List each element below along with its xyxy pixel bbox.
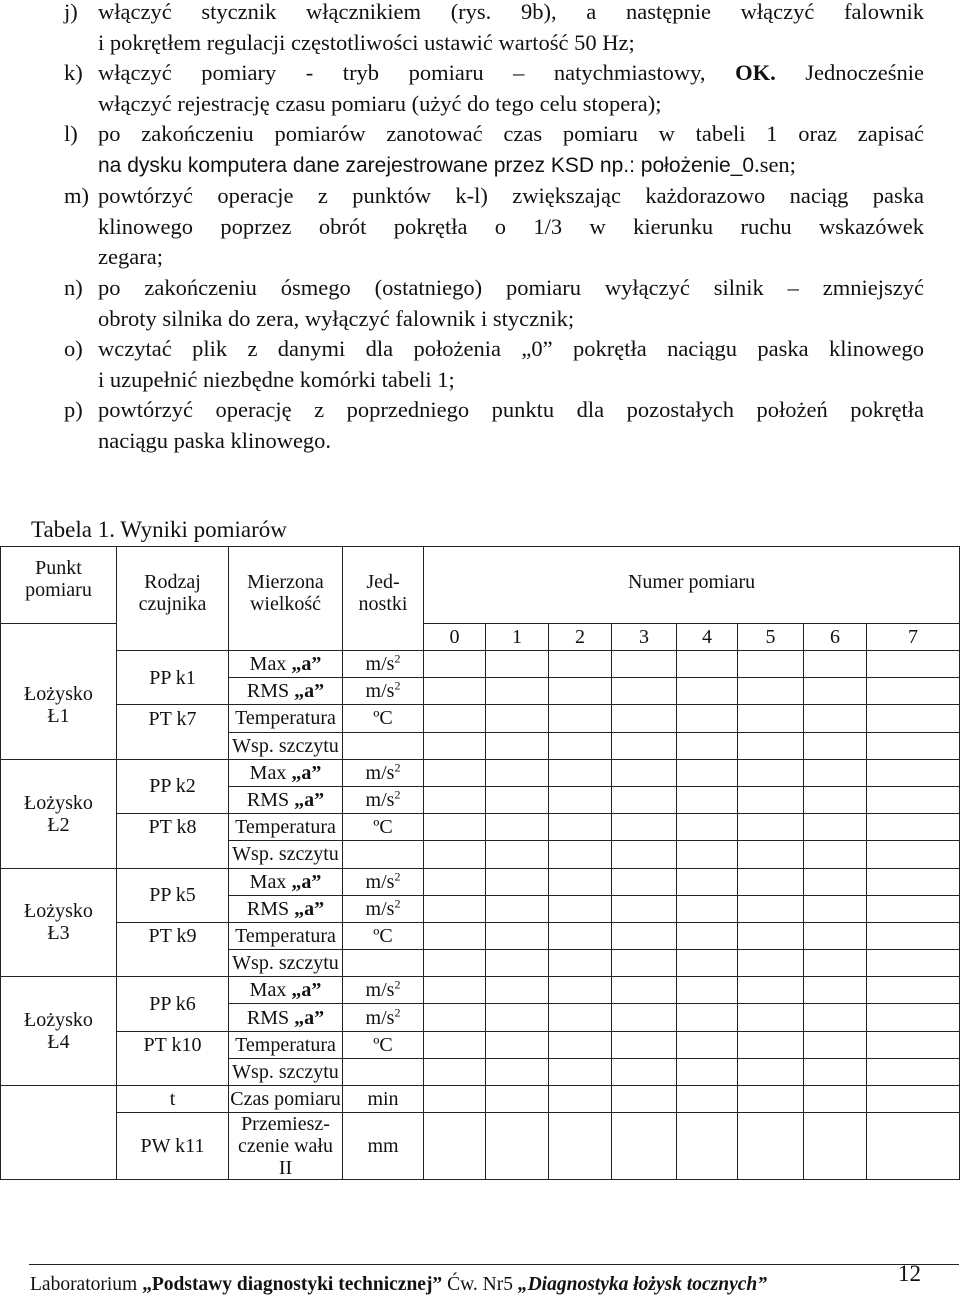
measurement-number: 1 bbox=[486, 624, 549, 651]
unit-displacement: mm bbox=[343, 1113, 424, 1180]
measurement-number: 3 bbox=[612, 624, 677, 651]
table-row bbox=[1, 977, 960, 1004]
value-cell bbox=[486, 651, 549, 678]
value-cell bbox=[738, 1058, 804, 1085]
value-cell bbox=[549, 922, 612, 949]
step-marker: o) bbox=[64, 336, 83, 361]
quantity-displacement: Przemiesz- czenie wału II bbox=[229, 1113, 343, 1180]
value-cell bbox=[738, 1113, 804, 1180]
table-row bbox=[1, 732, 960, 759]
unit-time: min bbox=[343, 1086, 424, 1113]
value-cell bbox=[612, 977, 677, 1004]
value-cell bbox=[424, 895, 486, 922]
value-cell bbox=[738, 922, 804, 949]
step-line: i uzupełnić niezbędne komórki tabeli 1; bbox=[98, 366, 455, 392]
step-line: wczytać plik z danymi dla położenia „0” pokrętła naciągu paska klinowego bbox=[98, 336, 924, 361]
value-cell bbox=[804, 950, 867, 977]
value-cell bbox=[424, 705, 486, 732]
value-cell bbox=[804, 841, 867, 868]
step-line: na dysku komputera dane zarejestrowane przez KSD np.: położenie_0.sen; bbox=[98, 151, 796, 177]
value-cell bbox=[738, 651, 804, 678]
step-line: po zakończeniu ósmego (ostatniego) pomiaru wyłączyć silnik – zmniejszyć bbox=[98, 275, 924, 300]
step-line: włączyć stycznik włącznikiem (rys. 9b), a następnie włączyć falownik bbox=[98, 0, 924, 24]
course-name: „Podstawy diagnostyki technicznej” bbox=[142, 1274, 443, 1295]
value-cell bbox=[738, 705, 804, 732]
value-cell bbox=[738, 977, 804, 1004]
value-cell bbox=[424, 651, 486, 678]
value-cell bbox=[486, 1113, 549, 1180]
step-line: powtórzyć operację z poprzedniego punktu dla pozostałych położeń pokrętła bbox=[98, 397, 924, 422]
step-l bbox=[64, 119, 924, 180]
value-cell bbox=[612, 759, 677, 786]
value-cell bbox=[549, 950, 612, 977]
table-row bbox=[1, 1113, 960, 1180]
value-cell bbox=[867, 732, 960, 759]
value-cell bbox=[612, 1004, 677, 1031]
file-name-text: na dysku komputera dane zarejestrowane przez KSD np.: położenie_0 bbox=[98, 153, 755, 177]
bearing-point: Łożysko Ł3 bbox=[1, 868, 117, 977]
value-cell bbox=[677, 1031, 738, 1058]
value-cell bbox=[424, 1058, 486, 1085]
bearing-point: Łożysko Ł2 bbox=[1, 759, 117, 868]
step-n bbox=[64, 273, 924, 334]
value-cell bbox=[867, 868, 960, 895]
value-cell bbox=[867, 786, 960, 813]
value-cell bbox=[549, 868, 612, 895]
value-cell bbox=[549, 705, 612, 732]
value-cell bbox=[677, 759, 738, 786]
step-line: zegara; bbox=[98, 244, 163, 270]
table-row bbox=[1, 759, 960, 786]
step-marker: p) bbox=[64, 397, 83, 422]
value-cell bbox=[677, 1113, 738, 1180]
step-marker: n) bbox=[64, 275, 83, 300]
value-cell bbox=[867, 705, 960, 732]
page-footer: Laboratorium „Podstawy diagnostyki technicznej” Ćw. Nr5 „Diagnostyka łożysk tocznych” bbox=[30, 1274, 768, 1295]
sensor-pt: PT k8 bbox=[117, 814, 229, 841]
step-m bbox=[64, 181, 924, 273]
value-cell bbox=[612, 651, 677, 678]
unit-acc: $m/s^2$ bbox=[343, 1004, 424, 1031]
footer-divider bbox=[29, 1264, 959, 1265]
value-cell bbox=[612, 895, 677, 922]
value-cell bbox=[424, 732, 486, 759]
ok-mode: OK. bbox=[735, 60, 776, 85]
sensor-pt: PT k10 bbox=[117, 1031, 229, 1058]
unit-acc: $m/s^2$ bbox=[343, 977, 424, 1004]
value-cell bbox=[486, 814, 549, 841]
value-cell bbox=[549, 1031, 612, 1058]
sensor-t: t bbox=[117, 1086, 229, 1113]
header-punkt: Punkt pomiaru bbox=[1, 547, 117, 624]
quantity-crest-factor: Wsp. szczytu bbox=[229, 732, 343, 759]
value-cell bbox=[867, 922, 960, 949]
value-cell bbox=[612, 1058, 677, 1085]
value-cell bbox=[424, 868, 486, 895]
value-cell bbox=[486, 678, 549, 705]
value-cell bbox=[867, 1058, 960, 1085]
table-row bbox=[1, 1086, 960, 1113]
quantity-temperature: Temperatura bbox=[229, 705, 343, 732]
value-cell bbox=[549, 977, 612, 1004]
value-cell bbox=[612, 1031, 677, 1058]
sensor-empty bbox=[117, 841, 229, 868]
value-cell bbox=[612, 1086, 677, 1113]
value-cell bbox=[738, 895, 804, 922]
value-cell bbox=[738, 1004, 804, 1031]
value-cell bbox=[612, 678, 677, 705]
value-cell bbox=[677, 1004, 738, 1031]
value-cell bbox=[549, 678, 612, 705]
value-cell bbox=[424, 1086, 486, 1113]
unit-empty bbox=[343, 841, 424, 868]
quantity-temperature: Temperatura bbox=[229, 922, 343, 949]
value-cell bbox=[612, 814, 677, 841]
value-cell bbox=[804, 651, 867, 678]
quantity-time: Czas pomiaru bbox=[229, 1086, 343, 1113]
value-cell bbox=[677, 1086, 738, 1113]
value-cell bbox=[867, 895, 960, 922]
quantity-max: Max „a” bbox=[229, 868, 343, 895]
value-cell bbox=[486, 977, 549, 1004]
value-cell bbox=[738, 678, 804, 705]
value-cell bbox=[424, 922, 486, 949]
table-row bbox=[1, 841, 960, 868]
quantity-max: Max „a” bbox=[229, 651, 343, 678]
value-cell bbox=[486, 705, 549, 732]
value-cell bbox=[549, 1058, 612, 1085]
measurement-number: 2 bbox=[549, 624, 612, 651]
bearing-point: Łożysko Ł1 bbox=[1, 651, 117, 760]
table-row bbox=[1, 1031, 960, 1058]
value-cell bbox=[424, 786, 486, 813]
value-cell bbox=[486, 841, 549, 868]
value-cell bbox=[424, 814, 486, 841]
value-cell bbox=[677, 732, 738, 759]
value-cell bbox=[612, 922, 677, 949]
value-cell bbox=[738, 1086, 804, 1113]
value-cell bbox=[549, 1004, 612, 1031]
value-cell bbox=[612, 1113, 677, 1180]
step-line: obroty silnika do zera, wyłączyć falownik i stycznik; bbox=[98, 305, 575, 331]
value-cell bbox=[738, 759, 804, 786]
measurement-number: 6 bbox=[804, 624, 867, 651]
header-numer-pomiaru: Numer pomiaru bbox=[424, 547, 960, 624]
unit-empty bbox=[343, 1058, 424, 1085]
value-cell bbox=[549, 651, 612, 678]
step-p bbox=[64, 395, 924, 456]
value-cell bbox=[424, 977, 486, 1004]
unit-acc: $m/s^2$ bbox=[343, 786, 424, 813]
value-cell bbox=[804, 1058, 867, 1085]
value-cell bbox=[549, 1086, 612, 1113]
unit-acc: $m/s^2$ bbox=[343, 868, 424, 895]
value-cell bbox=[677, 950, 738, 977]
step-marker: j) bbox=[64, 0, 78, 24]
value-cell bbox=[549, 1113, 612, 1180]
sensor-pt: PT k7 bbox=[117, 705, 229, 732]
value-cell bbox=[867, 1031, 960, 1058]
sensor-pp: PP k2 bbox=[117, 759, 229, 813]
value-cell bbox=[804, 868, 867, 895]
quantity-crest-factor: Wsp. szczytu bbox=[229, 1058, 343, 1085]
sensor-empty bbox=[117, 950, 229, 977]
value-cell bbox=[677, 841, 738, 868]
step-line: naciągu paska klinowego. bbox=[98, 427, 332, 453]
value-cell bbox=[486, 895, 549, 922]
table-row bbox=[1, 950, 960, 977]
value-cell bbox=[804, 1031, 867, 1058]
value-cell bbox=[867, 1113, 960, 1180]
step-marker: k) bbox=[64, 60, 83, 85]
measurement-number: 4 bbox=[677, 624, 738, 651]
step-o bbox=[64, 334, 924, 395]
value-cell bbox=[804, 786, 867, 813]
value-cell bbox=[677, 868, 738, 895]
value-cell bbox=[677, 977, 738, 1004]
value-cell bbox=[804, 1004, 867, 1031]
value-cell bbox=[677, 786, 738, 813]
value-cell bbox=[424, 1004, 486, 1031]
value-cell bbox=[677, 678, 738, 705]
value-cell bbox=[804, 759, 867, 786]
unit-temperature: ºC bbox=[343, 1031, 424, 1058]
value-cell bbox=[486, 868, 549, 895]
quantity-temperature: Temperatura bbox=[229, 1031, 343, 1058]
step-line: i pokrętłem regulacji częstotliwości ustawić wartość 50 Hz; bbox=[98, 29, 635, 55]
value-cell bbox=[867, 977, 960, 1004]
value-cell bbox=[867, 841, 960, 868]
value-cell bbox=[486, 1031, 549, 1058]
value-cell bbox=[612, 868, 677, 895]
value-cell bbox=[486, 1058, 549, 1085]
value-cell bbox=[486, 950, 549, 977]
unit-acc: $m/s^2$ bbox=[343, 651, 424, 678]
value-cell bbox=[804, 1086, 867, 1113]
value-cell bbox=[677, 895, 738, 922]
value-cell bbox=[549, 786, 612, 813]
value-cell bbox=[804, 678, 867, 705]
value-cell bbox=[738, 950, 804, 977]
value-cell bbox=[486, 732, 549, 759]
unit-acc: $m/s^2$ bbox=[343, 759, 424, 786]
value-cell bbox=[867, 1086, 960, 1113]
value-cell bbox=[738, 732, 804, 759]
step-marker: m) bbox=[64, 183, 89, 208]
unit-temperature: ºC bbox=[343, 814, 424, 841]
value-cell bbox=[738, 814, 804, 841]
value-cell bbox=[867, 814, 960, 841]
table-row bbox=[1, 705, 960, 732]
value-cell bbox=[424, 678, 486, 705]
value-cell bbox=[424, 1113, 486, 1180]
value-cell bbox=[677, 1058, 738, 1085]
quantity-crest-factor: Wsp. szczytu bbox=[229, 841, 343, 868]
step-j bbox=[64, 0, 924, 58]
value-cell bbox=[612, 705, 677, 732]
header-rodzaj: Rodzaj czujnika bbox=[117, 547, 229, 651]
step-line: powtórzyć operacje z punktów k-l) zwiększając każdorazowo naciąg paska bbox=[98, 183, 924, 208]
value-cell bbox=[549, 895, 612, 922]
value-cell bbox=[549, 814, 612, 841]
quantity-max: Max „a” bbox=[229, 759, 343, 786]
value-cell bbox=[867, 678, 960, 705]
table-row bbox=[1, 868, 960, 895]
value-cell bbox=[424, 759, 486, 786]
value-cell bbox=[612, 841, 677, 868]
step-k bbox=[64, 58, 924, 119]
unit-temperature: ºC bbox=[343, 922, 424, 949]
value-cell bbox=[424, 1031, 486, 1058]
measurement-number: 7 bbox=[867, 624, 960, 651]
table-row bbox=[1, 922, 960, 949]
sensor-pt: PT k9 bbox=[117, 922, 229, 949]
results-table bbox=[0, 546, 960, 1180]
unit-temperature: ºC bbox=[343, 705, 424, 732]
step-marker: l) bbox=[64, 121, 78, 146]
sensor-pw: PW k11 bbox=[117, 1113, 229, 1180]
point-empty bbox=[1, 1086, 117, 1180]
bearing-point: Łożysko Ł4 bbox=[1, 977, 117, 1086]
table-row bbox=[1, 1058, 960, 1085]
exercise-title: „Diagnostyka łożysk tocznych” bbox=[517, 1274, 768, 1295]
value-cell bbox=[738, 1031, 804, 1058]
value-cell bbox=[804, 895, 867, 922]
value-cell bbox=[867, 759, 960, 786]
sensor-empty bbox=[117, 732, 229, 759]
step-line: włączyć rejestrację czasu pomiaru (użyć do tego celu stopera); bbox=[98, 90, 662, 116]
value-cell bbox=[677, 922, 738, 949]
value-cell bbox=[804, 1113, 867, 1180]
value-cell bbox=[677, 814, 738, 841]
value-cell bbox=[677, 651, 738, 678]
value-cell bbox=[486, 759, 549, 786]
quantity-rms: RMS „a” bbox=[229, 895, 343, 922]
measurement-number: 5 bbox=[738, 624, 804, 651]
value-cell bbox=[612, 732, 677, 759]
value-cell bbox=[738, 868, 804, 895]
value-cell bbox=[804, 922, 867, 949]
sensor-pp: PP k6 bbox=[117, 977, 229, 1031]
value-cell bbox=[486, 922, 549, 949]
value-cell bbox=[738, 786, 804, 813]
value-cell bbox=[549, 759, 612, 786]
table-row bbox=[1, 651, 960, 678]
value-cell bbox=[738, 841, 804, 868]
quantity-rms: RMS „a” bbox=[229, 786, 343, 813]
unit-acc: $m/s^2$ bbox=[343, 895, 424, 922]
table-row bbox=[1, 814, 960, 841]
header-mierzona: Mierzona wielkość bbox=[229, 547, 343, 651]
page-number: 12 bbox=[898, 1261, 921, 1286]
value-cell bbox=[804, 705, 867, 732]
step-line: włączyć pomiary - tryb pomiaru – natychmiastowy, OK. Jednocześnie bbox=[98, 60, 924, 85]
value-cell bbox=[867, 950, 960, 977]
unit-empty bbox=[343, 950, 424, 977]
value-cell bbox=[612, 950, 677, 977]
value-cell bbox=[549, 732, 612, 759]
sensor-pp: PP k5 bbox=[117, 868, 229, 922]
quantity-temperature: Temperatura bbox=[229, 814, 343, 841]
header-jednostki: Jed- nostki bbox=[343, 547, 424, 651]
quantity-crest-factor: Wsp. szczytu bbox=[229, 950, 343, 977]
value-cell bbox=[424, 841, 486, 868]
value-cell bbox=[867, 1004, 960, 1031]
sensor-pp: PP k1 bbox=[117, 651, 229, 705]
value-cell bbox=[804, 977, 867, 1004]
sensor-empty bbox=[117, 1058, 229, 1085]
measurement-number: 0 bbox=[424, 624, 486, 651]
unit-acc: $m/s^2$ bbox=[343, 678, 424, 705]
step-line: po zakończeniu pomiarów zanotować czas pomiaru w tabeli 1 oraz zapisać bbox=[98, 121, 924, 146]
value-cell bbox=[612, 786, 677, 813]
value-cell bbox=[549, 841, 612, 868]
value-cell bbox=[486, 786, 549, 813]
value-cell bbox=[804, 814, 867, 841]
unit-empty bbox=[343, 732, 424, 759]
value-cell bbox=[677, 705, 738, 732]
value-cell bbox=[486, 1086, 549, 1113]
table-caption: Tabela 1. Wyniki pomiarów bbox=[31, 517, 287, 542]
quantity-rms: RMS „a” bbox=[229, 678, 343, 705]
header-row bbox=[1, 547, 960, 624]
value-cell bbox=[424, 950, 486, 977]
quantity-max: Max „a” bbox=[229, 977, 343, 1004]
value-cell bbox=[867, 651, 960, 678]
step-line: klinowego poprzez obrót pokrętła o 1/3 w kierunku ruchu wskazówek bbox=[98, 213, 924, 239]
value-cell bbox=[804, 732, 867, 759]
quantity-rms: RMS „a” bbox=[229, 1004, 343, 1031]
value-cell bbox=[486, 1004, 549, 1031]
